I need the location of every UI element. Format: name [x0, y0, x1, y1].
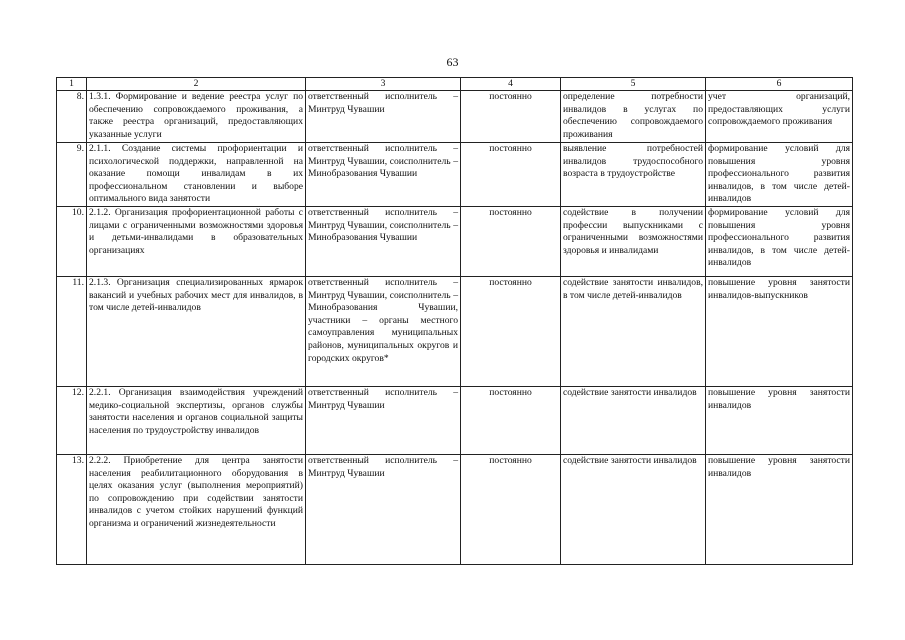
header-cell: 5 [561, 78, 706, 91]
table-header-row [57, 78, 853, 91]
measure-cell: 2.2.2. Приобретение для центра занятости населения реабилитационного оборудования в целях оказания услуг (выполнения мероприятий) по сопровождению при содействии занятости инвалидов с учетом стойких нарушений функций организма и ограничений жизнедеятельности [87, 455, 306, 565]
header-cell: 1 [57, 78, 87, 91]
header-cell: 4 [461, 78, 561, 91]
executor-cell: ответственный исполнитель – Минтруд Чувашии [306, 91, 461, 143]
header-cell: 2 [87, 78, 306, 91]
result-cell: содействие занятости инвалидов, в том числе детей-инвалидов [561, 277, 706, 387]
row-number: 13. [57, 455, 87, 565]
header-cell: 6 [706, 78, 853, 91]
indicator-cell: учет организаций, предоставляющих услуги сопровождаемого проживания [706, 91, 853, 143]
executor-cell: ответственный исполнитель – Минтруд Чувашии, соисполнитель – Минобразования Чувашии, участники – органы местного самоуправления муниципальных районов, муниципальных округов и городских округов* [306, 277, 461, 387]
measure-cell: 1.3.1. Формирование и ведение реестра услуг по обеспечению сопровождаемого проживания, а также реестра организаций, предоставляющих указанные услуги [87, 91, 306, 143]
page-number: 63 [446, 55, 459, 69]
measure-cell: 2.1.2. Организация профориентационной работы с лицами с ограниченными возможностями здоровья и детьми-инвалидами в образовательных организациях [87, 207, 306, 277]
table-row [57, 143, 853, 207]
term-cell: постоянно [461, 143, 561, 207]
measure-cell: 2.1.1. Создание системы профориентации и психологической поддержки, направленной на оказание помощи инвалидам в их профессиональном становлении и выборе оптимального вида занятости [87, 143, 306, 207]
term-cell: постоянно [461, 91, 561, 143]
table-row [57, 387, 853, 455]
indicator-cell: повышение уровня занятости инвалидов [706, 387, 853, 455]
term-cell: постоянно [461, 455, 561, 565]
term-cell: постоянно [461, 277, 561, 387]
measure-cell: 2.2.1. Организация взаимодействия учреждений медико-социальной экспертизы, органов службы занятости населения и органов социальной защиты населения по трудоустройству инвалидов [87, 387, 306, 455]
table-row [57, 91, 853, 143]
row-number: 11. [57, 277, 87, 387]
executor-cell: ответственный исполнитель – Минтруд Чувашии [306, 455, 461, 565]
header-cell: 3 [306, 78, 461, 91]
row-number: 9. [57, 143, 87, 207]
row-number: 12. [57, 387, 87, 455]
measure-cell: 2.1.3. Организация специализированных ярмарок вакансий и учебных рабочих мест для инвалидов, в том числе детей-инвалидов [87, 277, 306, 387]
row-number: 8. [57, 91, 87, 143]
executor-cell: ответственный исполнитель – Минтруд Чувашии, соисполнитель – Минобразования Чувашии [306, 143, 461, 207]
indicator-cell: формирование условий для повышения уровня профессионального развития инвалидов, в том числе детей-инвалидов [706, 207, 853, 277]
indicator-cell: повышение уровня занятости инвалидов-выпускников [706, 277, 853, 387]
result-cell: содействие занятости инвалидов [561, 387, 706, 455]
result-cell: содействие в получении профессии выпускниками с ограниченными возможностями здоровья и инвалидами [561, 207, 706, 277]
table-row [57, 207, 853, 277]
executor-cell: ответственный исполнитель – Минтруд Чувашии, соисполнитель – Минобразования Чувашии [306, 207, 461, 277]
table-row [57, 277, 853, 387]
executor-cell: ответственный исполнитель – Минтруд Чувашии [306, 387, 461, 455]
term-cell: постоянно [461, 387, 561, 455]
row-number: 10. [57, 207, 87, 277]
table-row [57, 455, 853, 565]
indicator-cell: формирование условий для повышения уровня профессионального развития инвалидов, в том числе детей-инвалидов [706, 143, 853, 207]
term-cell: постоянно [461, 207, 561, 277]
indicator-cell: повышение уровня занятости инвалидов [706, 455, 853, 565]
result-cell: содействие занятости инвалидов [561, 455, 706, 565]
measures-table [56, 77, 853, 565]
result-cell: выявление потребностей инвалидов трудоспособного возраста в трудоустройстве [561, 143, 706, 207]
result-cell: определение потребности инвалидов в услугах по обеспечению сопровождаемого проживания [561, 91, 706, 143]
